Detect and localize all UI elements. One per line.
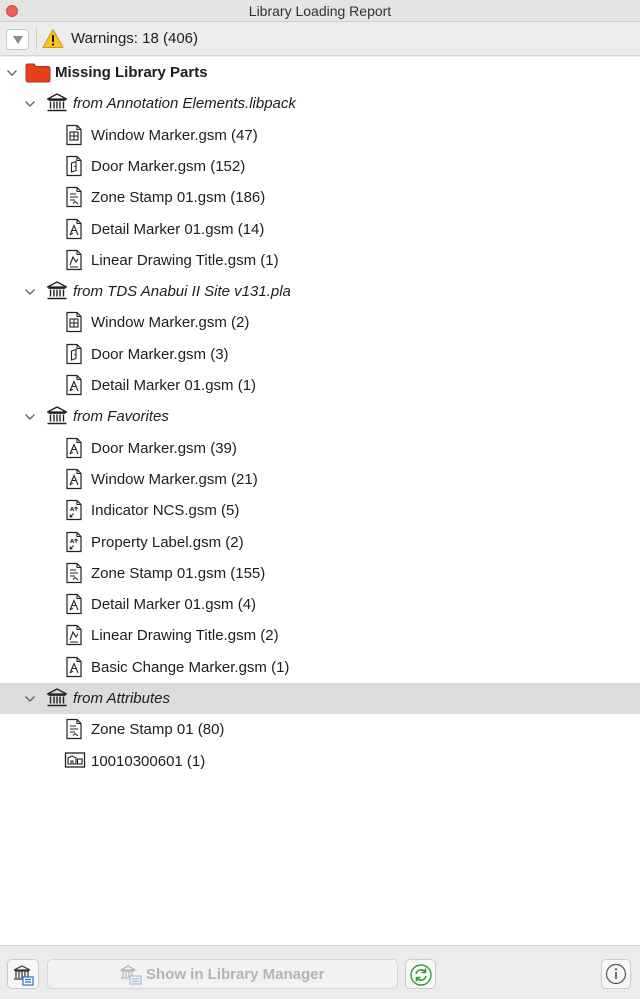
tree-item-label: Detail Marker 01.gsm (4) (91, 596, 257, 613)
info-icon (605, 963, 627, 985)
tree-item-label: Linear Drawing Title.gsm (1) (91, 252, 279, 269)
detail-marker-icon (64, 437, 84, 464)
red-folder-icon (25, 63, 51, 88)
info-button[interactable] (601, 959, 631, 989)
detail-marker-icon (64, 468, 84, 495)
detail-marker-icon (64, 218, 84, 245)
tree-item-label: Basic Change Marker.gsm (1) (91, 659, 290, 676)
tree-root-label: Missing Library Parts (55, 64, 208, 81)
tree-item-zone-stamp-01-80[interactable] (0, 714, 640, 745)
library-icon (46, 406, 68, 431)
drawing-title-icon (64, 624, 84, 651)
refresh-icon (409, 963, 433, 987)
disclosure-chevron-icon[interactable] (23, 692, 37, 706)
tree-item-label: Zone Stamp 01.gsm (155) (91, 565, 266, 582)
building-material-icon (64, 750, 86, 775)
tree-item-label: Door Marker.gsm (152) (91, 158, 246, 175)
drawing-title-icon (64, 249, 84, 276)
tree-item-label: Detail Marker 01.gsm (1) (91, 377, 257, 394)
door-marker-icon (64, 343, 84, 370)
tree-item-label: Property Label.gsm (2) (91, 534, 244, 551)
filter-dropdown-button[interactable] (6, 29, 29, 50)
status-bar (0, 945, 640, 999)
tree-group-from-tds-anabui-ii-site-v131-pla[interactable] (0, 276, 640, 307)
tree-group-label: from TDS Anabui II Site v131.pla (73, 283, 291, 300)
tree-item-door-marker-gsm-152[interactable] (0, 151, 640, 182)
tree-item-10010300601-1[interactable] (0, 746, 640, 777)
tree-item-label: Zone Stamp 01.gsm (186) (91, 189, 266, 206)
tree-item-label: Zone Stamp 01 (80) (91, 721, 225, 738)
tree-item-window-marker-gsm-47[interactable] (0, 120, 640, 151)
tree-item-label: Window Marker.gsm (2) (91, 314, 250, 331)
tree-item-door-marker-gsm-3[interactable] (0, 339, 640, 370)
library-icon (46, 688, 68, 713)
door-marker-icon (64, 155, 84, 182)
triangle-down-icon (12, 35, 24, 45)
zone-stamp-icon (64, 186, 84, 213)
tree-root-missing-library-parts[interactable] (0, 57, 640, 88)
tree-item-window-marker-gsm-21[interactable] (0, 464, 640, 495)
disclosure-chevron-icon[interactable] (23, 410, 37, 424)
library-settings-button[interactable] (7, 959, 39, 989)
tree-item-detail-marker-01-gsm-1[interactable] (0, 370, 640, 401)
tree-group-label: from Favorites (73, 408, 169, 425)
tree-item-basic-change-marker-gsm-1[interactable] (0, 652, 640, 683)
toolbar-divider (36, 28, 37, 50)
disclosure-chevron-icon[interactable] (5, 66, 19, 80)
window-marker-icon (64, 124, 84, 151)
disclosure-chevron-icon[interactable] (23, 285, 37, 299)
library-manager-icon (118, 964, 144, 986)
missing-parts-tree (0, 57, 640, 945)
detail-marker-icon (64, 656, 84, 683)
show-in-library-manager-button[interactable] (47, 959, 398, 989)
window-title: Library Loading Report (248, 3, 392, 19)
tree-item-property-label-gsm-2[interactable] (0, 527, 640, 558)
tree-item-detail-marker-01-gsm-14[interactable] (0, 214, 640, 245)
zone-stamp-icon (64, 562, 84, 589)
svg-text:A: A (70, 507, 75, 513)
tree-group-from-attributes[interactable] (0, 683, 640, 714)
detail-marker-icon (64, 593, 84, 620)
svg-text:A: A (70, 539, 75, 545)
warning-icon (42, 28, 64, 49)
show-in-library-manager-label: Show in Library Manager (146, 966, 325, 983)
reload-libraries-button[interactable] (405, 959, 436, 989)
tree-group-from-annotation-elements-libpack[interactable] (0, 88, 640, 119)
tree-group-from-favorites[interactable] (0, 401, 640, 432)
library-list-icon (11, 963, 35, 987)
tree-item-label: Indicator NCS.gsm (5) (91, 502, 240, 519)
tree-item-label: Detail Marker 01.gsm (14) (91, 221, 265, 238)
window-marker-icon (64, 311, 84, 338)
warnings-count: Warnings: 18 (406) (71, 30, 199, 47)
zone-stamp-icon (64, 718, 84, 745)
tree-item-label: 10010300601 (1) (91, 753, 206, 770)
tree-item-linear-drawing-title-gsm-2[interactable] (0, 620, 640, 651)
library-icon (46, 281, 68, 306)
label-icon (64, 531, 84, 558)
tree-item-label: Window Marker.gsm (47) (91, 127, 258, 144)
tree-item-zone-stamp-01-gsm-186[interactable] (0, 182, 640, 213)
tree-group-label: from Annotation Elements.libpack (73, 95, 296, 112)
tree-item-label: Door Marker.gsm (39) (91, 440, 237, 457)
label-icon (64, 499, 84, 526)
tree-item-label: Linear Drawing Title.gsm (2) (91, 627, 279, 644)
toolbar (0, 22, 640, 56)
tree-item-door-marker-gsm-39[interactable] (0, 433, 640, 464)
tree-item-linear-drawing-title-gsm-1[interactable] (0, 245, 640, 276)
tree-item-zone-stamp-01-gsm-155[interactable] (0, 558, 640, 589)
library-icon (46, 93, 68, 118)
tree-item-window-marker-gsm-2[interactable] (0, 307, 640, 338)
tree-item-indicator-ncs-gsm-5[interactable] (0, 495, 640, 526)
tree-item-detail-marker-01-gsm-4[interactable] (0, 589, 640, 620)
title-bar (0, 0, 640, 22)
disclosure-chevron-icon[interactable] (23, 97, 37, 111)
tree-group-label: from Attributes (73, 690, 170, 707)
tree-item-label: Window Marker.gsm (21) (91, 471, 258, 488)
detail-marker-icon (64, 374, 84, 401)
tree-item-label: Door Marker.gsm (3) (91, 346, 229, 363)
